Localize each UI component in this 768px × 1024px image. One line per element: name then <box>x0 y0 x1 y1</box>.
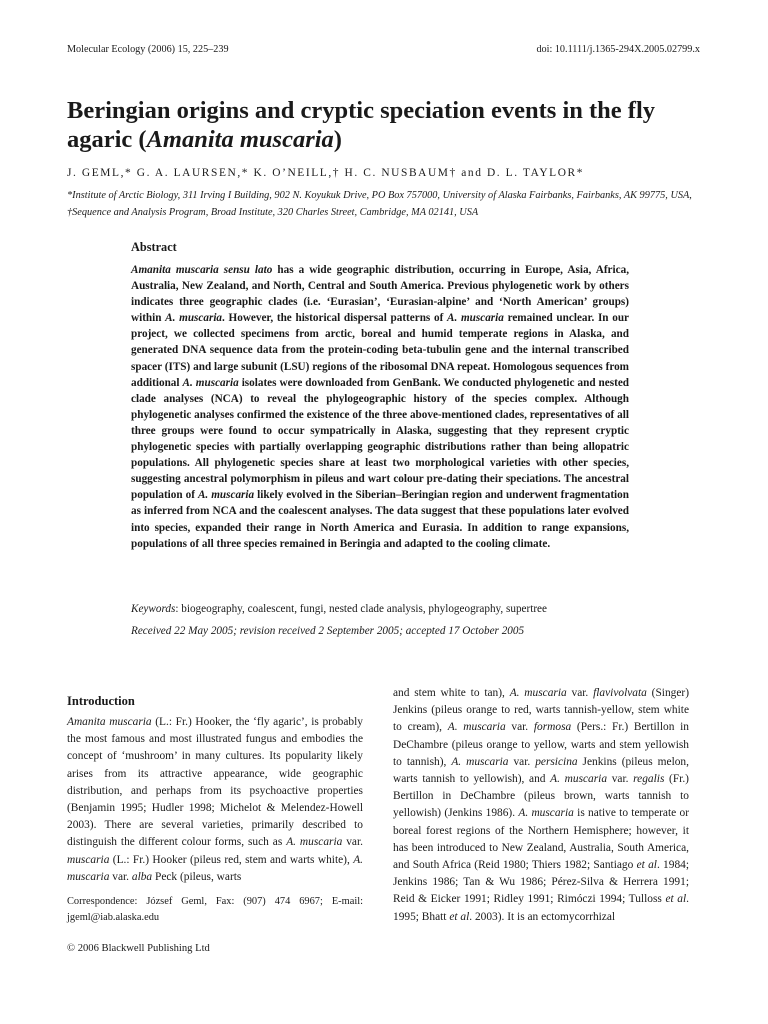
received-dates: Received 22 May 2005; revision received 2 September 2005; accepted 17 October 2005 <box>131 625 525 637</box>
keywords: Keywords: biogeography, coalescent, fungi, nested clade analysis, phylogeography, supertree <box>131 603 547 615</box>
journal-citation: Molecular Ecology (2006) 15, 225–239 <box>67 44 229 55</box>
doi[interactable]: doi: 10.1111/j.1365-294X.2005.02799.x <box>536 44 700 55</box>
right-column-text <box>393 685 689 926</box>
affiliations: *Institute of Arctic Biology, 311 Irving I Building, 902 N. Koyukuk Drive, PO Box 757000, University of Alaska Fairbanks, Fairbanks, AK 99775, USA, †Sequence and Analysis Program, Broad Institute, 320 Charles Street, Cambridge, MA 02141, USA <box>67 190 692 218</box>
left-column-text <box>67 714 363 886</box>
author-list: J. GEML,* G. A. LAURSEN,* K. O’NEILL,† H. C. NUSBAUM† and D. L. TAYLOR* <box>67 167 585 179</box>
abstract-heading: Abstract <box>131 240 177 254</box>
introduction-paragraph-continued: and stem white to tan), A. muscaria var. flavivolvata (Singer) Jenkins (pileus orange to red, warts tannish-yellow, stem white to cream), A. muscaria var. formosa (Pers.: Fr.) Bertillon in DeChambre (pileus orange to yellow, warts and stem yellowish to tannish), A. muscaria var. persicina Jenkins (pileus melon, warts tannish to yellowish), and A. muscaria var. regalis (Fr.) Bertillon in DeChambre (pileus brown, warts tannish to yellowish) (Jenkins 1986). A. muscaria is native to temperate or boreal forest regions of the Northern Hemisphere; however, it has been introduced to New Zealand, Australia, South America, and South Africa (Reid 1980; Thiers 1982; Santiago et al. 1984; Jenkins 1986; Tan & Wu 1986; Pérez-Silva & Herrera 1991; Reid & Eicker 1991; Ridley 1991; Rimóczi 1994; Tulloss et al. 1995; Bhatt et al. 2003). It is an ectomycorrhizal <box>393 687 689 923</box>
article-title: Beringian origins and cryptic speciation events in the fly agaric (Amanita muscaria) <box>67 97 655 153</box>
abstract-text: Amanita muscaria sensu lato has a wide geographic distribution, occurring in Europe, Asia, Africa, Australia, New Zealand, and North, Central and South America. Previous phylogenetic work by others indicates three geographic clades (i.e. ‘Eurasian’, ‘Eurasian-alpine’ and ‘North American’ groups) within A. muscaria. However, the historical dispersal patterns of A. muscaria remained unclear. In our project, we collected specimens from arctic, boreal and humid temperate regions in Alaska, and generated DNA sequence data from the protein-coding beta-tubulin gene and the internal transcribed spacer (ITS) and large subunit (LSU) regions of the ribosomal DNA repeat. Homologous sequences from additional A. muscaria isolates were downloaded from GenBank. We conducted phylogenetic and nested clade analyses (NCA) to reveal the phylogeographic history of the species complex. Although phylogenetic analyses confirmed the existence of the three above-mentioned clades, representatives of all three groups were found to occur sympatrically in Alaska, suggesting that they represent cryptic phylogenetic species with partially overlapping geographic distributions rather than being allopatric populations. All phylogenetic species share at least two morphological varieties with other species, suggesting ancestral polymorphism in pileus and wart colour pre-dating their speciations. The ancestral population of A. muscaria likely evolved in the Siberian–Beringian region and underwent fragmentation as inferred from NCA and the coalescent analyses. The data suggest that these populations later evolved into species, expanded their range in North America and Eurasia. In addition to range expansions, populations of all three species remained in Beringia and adapted to the cooling climate. <box>131 264 630 550</box>
correspondence-note: Correspondence: József Geml, Fax: (907) 474 6967; E-mail: jgeml@iab.alaska.edu <box>67 896 363 923</box>
introduction-paragraph: Amanita muscaria (L.: Fr.) Hooker, the ‘fly agaric’, is probably the most famous and most illustrated fungus and embodies the concept of ‘mushroom’ in many cultures. Its popularity likely arises from its attractive appearance, wide geographic distribution, and perhaps from its psychoactive properties (Benjamin 1995; Hudler 1998; Michelot & Melendez-Howell 2003). There are several varieties, primarily described to distinguish the different colour forms, such as A. muscaria var. muscaria (L.: Fr.) Hooker (pileus red, stem and warts white), A. muscaria var. alba Peck (pileus, warts <box>67 716 363 883</box>
introduction-heading: Introduction <box>67 694 135 708</box>
copyright-notice: © 2006 Blackwell Publishing Ltd <box>67 943 210 954</box>
